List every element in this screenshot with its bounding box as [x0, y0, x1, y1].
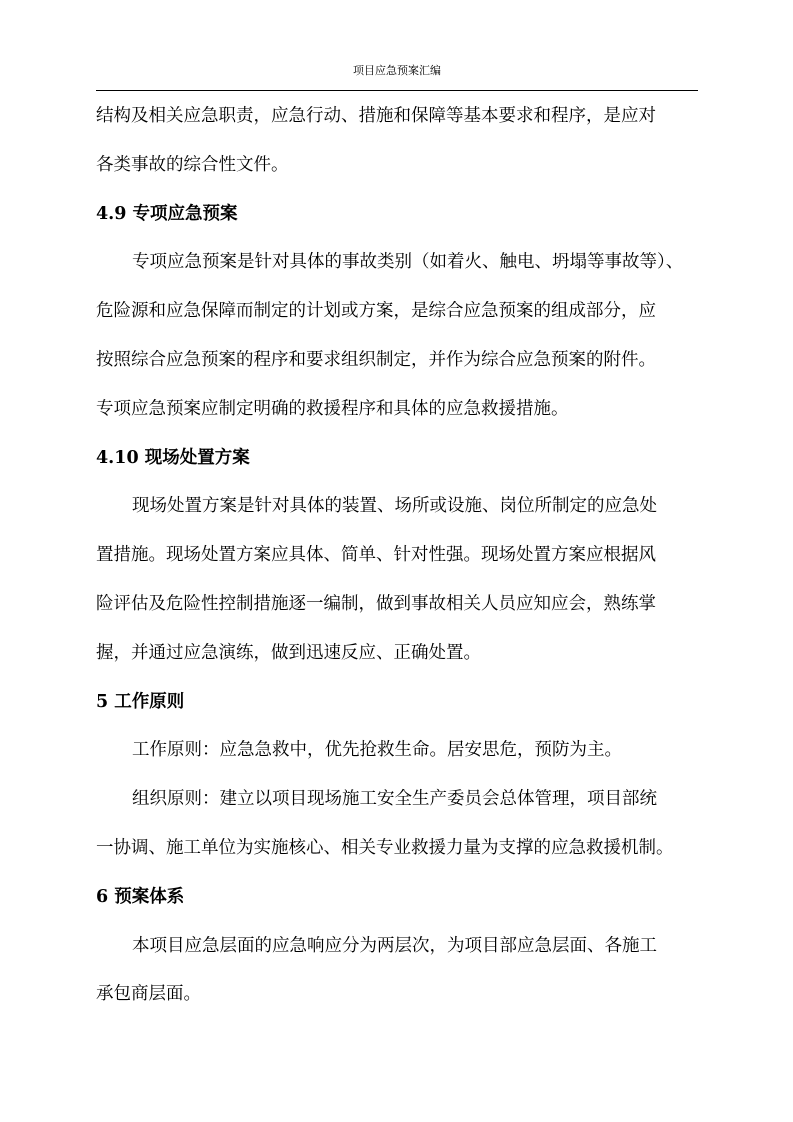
- document-body: [96, 92, 698, 1019]
- section-heading-5: 5 工作原则: [96, 691, 185, 712]
- section-heading-4-9: 4.9 专项应急预案: [96, 203, 238, 224]
- body-line: 组织原则：建立以项目现场施工安全生产委员会总体管理，项目部统: [132, 789, 657, 810]
- body-line: 握，并通过应急演练，做到迅速反应、正确处置。: [96, 642, 481, 663]
- body-line: 按照综合应急预案的程序和要求组织制定，并作为综合应急预案的附件。: [96, 349, 656, 370]
- body-line: 工作原则：应急急救中，优先抢救生命。居安思危，预防为主。: [132, 740, 622, 761]
- body-line: 置措施。现场处置方案应具体、简单、针对性强。现场处置方案应根据风: [96, 545, 656, 566]
- header-divider: [96, 90, 698, 91]
- body-line: 现场处置方案是针对具体的装置、场所或设施、岗位所制定的应急处: [132, 496, 657, 517]
- page-header-title: 项目应急预案汇编: [353, 64, 441, 77]
- section-heading-6: 6 预案体系: [96, 886, 185, 907]
- section-heading-4-10: 4.10 现场处置方案: [96, 447, 250, 468]
- body-line: 专项应急预案应制定明确的救援程序和具体的应急救援措施。: [96, 398, 569, 419]
- body-line: 危险源和应急保障而制定的计划或方案，是综合应急预案的组成部分，应: [96, 301, 656, 322]
- body-line: 一协调、施工单位为实施核心、相关专业救援力量为支撑的应急救援机制。: [96, 837, 674, 858]
- body-line: 结构及相关应急职责，应急行动、措施和保障等基本要求和程序，是应对: [96, 106, 656, 126]
- body-line: 本项目应急层面的应急响应分为两层次，为项目部应急层面、各施工: [132, 935, 657, 956]
- body-line: 承包商层面。: [96, 984, 201, 1005]
- body-line: 各类事故的综合性文件。: [96, 154, 289, 175]
- body-line: 险评估及危险性控制措施逐一编制，做到事故相关人员应知应会，熟练掌: [96, 593, 656, 614]
- body-line: 专项应急预案是针对具体的事故类别（如着火、触电、坍塌等事故等）、: [132, 252, 684, 273]
